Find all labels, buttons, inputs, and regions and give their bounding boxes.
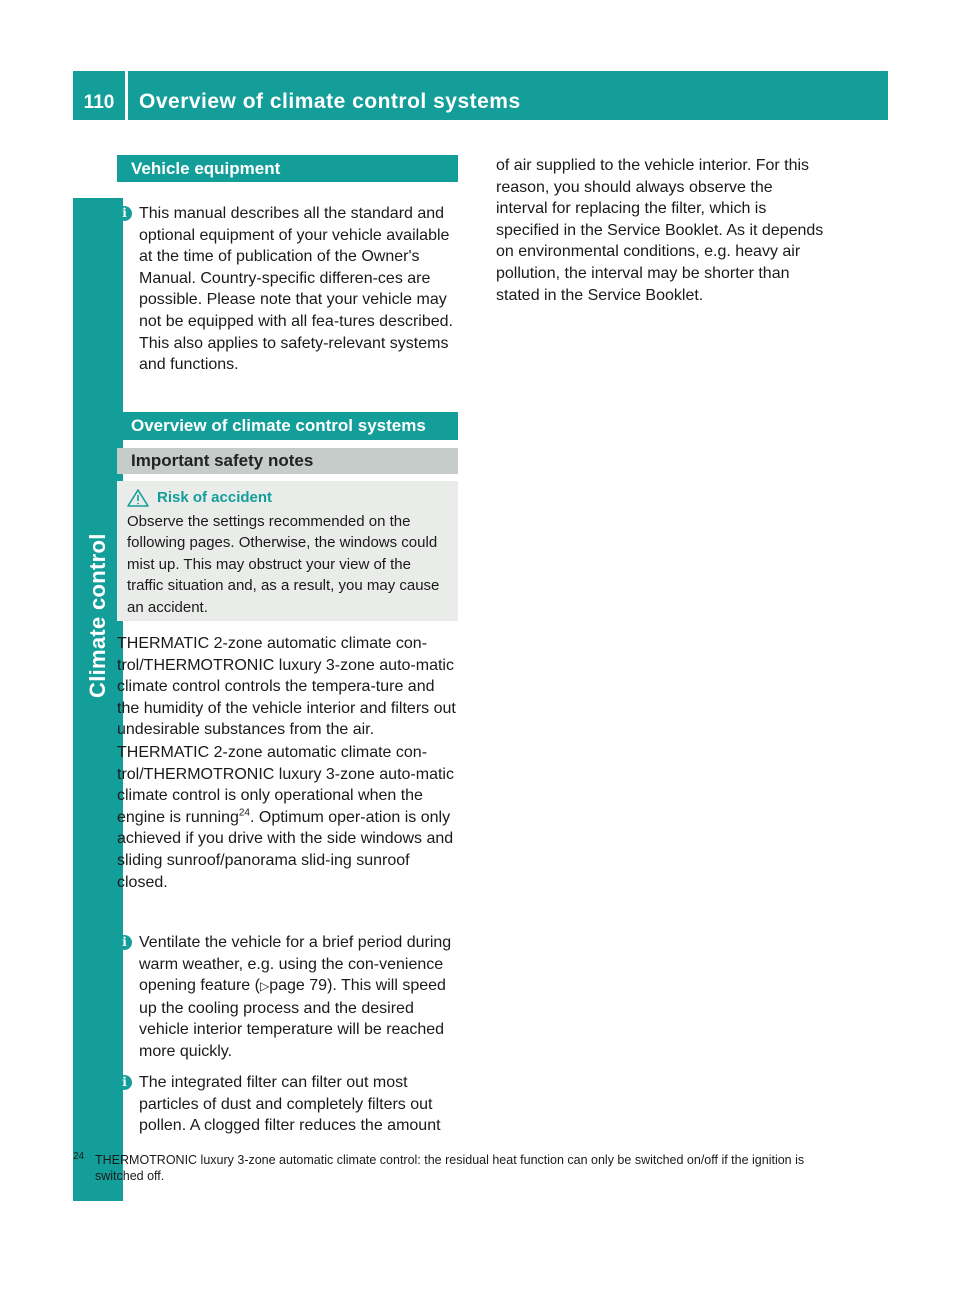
- info-icon: i: [117, 206, 132, 221]
- ventilate-info-text: [139, 932, 462, 1063]
- info-icon: i: [117, 1075, 132, 1090]
- paragraph-operation-text-1: THERMATIC 2-zone automatic climate con-trol/THERMOTRONIC luxury 3-zone auto-matic climate control is only operational when the engine is running: [117, 744, 454, 826]
- overview-heading: Overview of climate control systems: [117, 412, 458, 440]
- warning-text: Observe the settings recommended on the following pages. Otherwise, the windows could mist up. This may obstruct your view of the traffic situation and, as a result, you may cause an accident.: [127, 512, 440, 616]
- info-icon: i: [117, 935, 132, 950]
- safety-notes-heading: Important safety notes: [117, 448, 458, 474]
- page-reference-link[interactable]: page 79: [269, 977, 328, 995]
- page-ref-arrow-icon: ▷: [259, 979, 270, 994]
- paragraph-operation: [117, 742, 458, 893]
- filter-info: [117, 1072, 462, 1137]
- vehicle-equipment-text: This manual describes all the standard and optional equipment of your vehicle available at the time of publication of the Owner's Manual. Country-specific differen-ces are possible. Please note that your vehicle may not be equipped with all fea-tures described. This also applies to safety-relevant systems and functions.: [139, 205, 453, 374]
- warning-heading: [127, 487, 448, 509]
- footnote-text: THERMOTRONIC luxury 3-zone automatic climate control: the residual heat function can only be switched on/off if the ignition is switched off.: [95, 1153, 805, 1183]
- filter-info-text: The integrated filter can filter out most particles of dust and completely filters out pollen. A clogged filter reduces the amount: [139, 1074, 441, 1135]
- ventilate-text-2: ). This will speed up the cooling process and the desired vehicle interior temperature will be reached more quickly.: [139, 977, 446, 1060]
- footnote-reference[interactable]: 24: [238, 807, 250, 819]
- paragraph-operation-text-2: . Optimum oper-ation is only achieved if you drive with the side windows and sliding sunroof/panorama slid-ing sunroof closed.: [117, 808, 454, 891]
- paragraph-climate-control: THERMATIC 2-zone automatic climate con-trol/THERMOTRONIC luxury 3-zone auto-matic climate control controls the tempera-ture and the humidity of the vehicle interior and filters out undesirable substances from the air.: [117, 635, 456, 739]
- ventilate-info: [117, 932, 462, 1063]
- vehicle-equipment-info: [117, 203, 462, 376]
- footnote-number: 24: [73, 1151, 85, 1162]
- header-divider: [125, 71, 128, 120]
- warning-title: Risk of accident: [157, 489, 273, 506]
- warning-triangle-icon: [127, 489, 149, 507]
- page-number: 110: [83, 92, 115, 113]
- vehicle-equipment-heading: Vehicle equipment: [117, 155, 458, 182]
- warning-box: [117, 481, 458, 621]
- ventilate-text-1: Ventilate the vehicle for a brief period during warm weather, e.g. using the con-venience opening feature (: [139, 934, 452, 995]
- filter-info-continued: of air supplied to the vehicle interior. For this reason, you should always observe the interval for replacing the filter, which is specified in the Service Booklet. As it depends on environmental conditions, e.g. heavy air pollution, the interval may be shorter than stated in the Service Booklet.: [496, 157, 824, 304]
- footnote: [73, 1152, 833, 1184]
- page-header-title: Overview of climate control systems: [139, 90, 521, 113]
- chapter-side-label: Climate control: [85, 533, 110, 698]
